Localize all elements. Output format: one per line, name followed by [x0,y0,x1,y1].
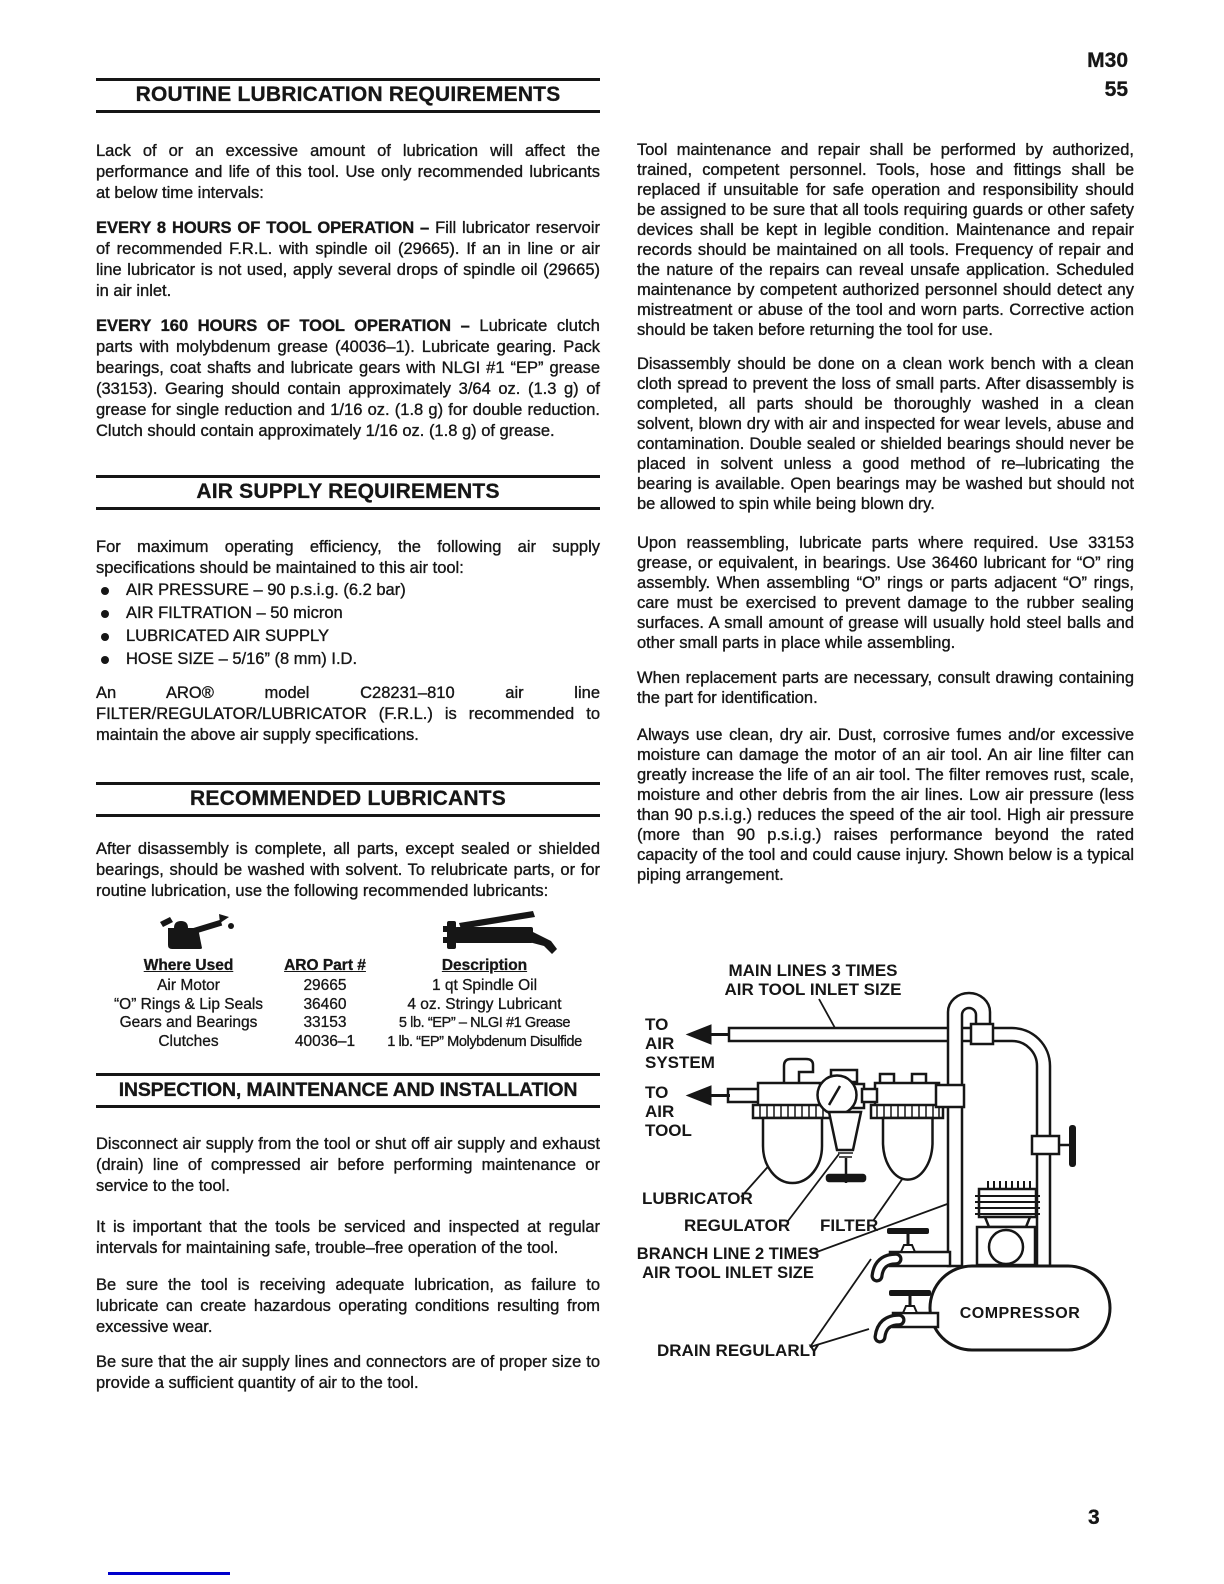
paragraph-clean-dry-air: Always use clean, dry air. Dust, corrosive fumes and/or excessive moisture can damage the motor of an air tool. An air line filter can greatly increase the life of an air tool. The filter removes rust, scale, moisture and other debris from the air lines. Low air pressure (less than 90 p.s.i.g.) reduces the speed of the air tool. High air pressure (more than 90 p.s.i.g.) raises performance beyond the rated capacity of the tool and could cause injury. Shown below is a typical piping arrangement. [637,726,1134,884]
table-header: Where Used [143,957,234,974]
filter-bowl [883,1118,933,1180]
table-cell: 40036–1 [294,1032,356,1050]
table-cell: Gears and Bearings [119,1014,258,1031]
section-title-recommended-lubricants: RECOMMENDED LUBRICANTS [96,782,600,817]
regulator-adjuster [829,1112,861,1150]
to-air-tool-arrow-icon [687,1086,711,1105]
paragraph-every-8-hours [96,218,600,302]
paragraph-lead: EVERY 160 HOURS OF TOOL OPERATION – [96,317,480,335]
paragraph-rest: Lubricate clutch parts with molybdenum grease (40036–1). Lubricate gearing. Pack bearings, coat shafts and lubricate gears with NLGI #1 “EP” grease (33153). Gearing should contain approximately 3/64 oz. (1.3 g) of grease for single reduction and 1/16 oz. (1.8 g) for double reduction. Clutch should contain approximately 1/16 oz. (1.8 g) of grease. [96,317,600,440]
table-cell: “O” Rings & Lip Seals [113,995,264,1013]
doc-code-number: 55 [1104,78,1128,101]
footer-line [108,1572,230,1575]
paragraph-every-160-hours [96,316,600,442]
oil-can-icon [158,908,238,950]
label-regulator: REGULATOR [684,1216,791,1235]
table-cell: 29665 [303,977,347,994]
regulator-t-handle [827,1175,865,1181]
branch-drain-valve [877,1228,950,1276]
label-to-air-tool-1: TO [645,1083,669,1102]
paragraph-disconnect: Disconnect air supply from the tool or shut off air supply and exhaust (drain) line of compressed air before performing maintenance or service to the tool. [96,1135,600,1195]
paragraph-important: It is important that the tools be serviced and inspected at regular intervals for maintaining safe, trouble–free operation of the tool. [96,1218,600,1257]
label-to-air-system-2: AIR [645,1034,675,1053]
table-cell: 33153 [303,1014,347,1031]
paragraph-reassembling: Upon reassembling, lubricate parts where required. Use 33153 grease, or equivalent, in bearings. Use 36460 lubricant for “O” ring assembly. When assembling “O” rings or parts adjacent “O” rings, care must be exercised to prevent damage to the rubber sealing surfaces. A small amount of grease will usually hold steel balls and other small parts in place while assembling. [637,534,1134,652]
label-to-air-system-3: SYSTEM [645,1053,715,1072]
table-header: ARO Part # [284,957,366,974]
label-branch-line-2: AIR TOOL INLET SIZE [642,1264,814,1282]
grease-gun-icon [443,908,561,958]
filter-collar [871,1105,943,1118]
bullet-icon [101,633,109,641]
list-item [96,602,600,625]
lubricant-icons-row [96,908,600,952]
label-branch-line-1: BRANCH LINE 2 TIMES [636,1245,820,1263]
list-item-text: AIR FILTRATION – 50 micron [126,604,343,622]
paragraph-after-disassembly: After disassembly is complete, all parts, except sealed or shielded bearings, should be washed with solvent. To relubricate parts, or for routine lubrication, use the following recommended lubricants: [96,840,600,900]
air-supply-spec-list [96,579,600,671]
paragraph-rest: Fill lubricator reservoir of recommended F.R.L. with spindle oil (29665). If an in line or air line lubricator is not used, apply several drops of spindle oil (29665) in air inlet. [96,219,600,300]
list-item [96,648,600,671]
frl-inlet-union [936,1085,964,1107]
list-item-text: HOSE SIZE – 5/16” (8 mm) I.D. [126,650,358,668]
section-title-air-supply: AIR SUPPLY REQUIREMENTS [96,475,600,510]
regulator-filter-connector [862,1089,877,1102]
doc-code-model: M30 [1087,49,1128,72]
label-filter: FILTER [820,1216,879,1235]
paragraph-lead: EVERY 8 HOURS OF TOOL OPERATION – [96,219,436,237]
lubricator-bowl [763,1118,822,1183]
label-main-lines-2: AIR TOOL INLET SIZE [724,980,902,999]
table-cell: 36460 [303,995,347,1013]
paragraph-for-maximum: For maximum operating efficiency, the following air supply specifications should be maintained to this air tool: [96,538,600,577]
paragraph-tool-maintenance: Tool maintenance and repair shall be performed by authorized, trained, competent personnel. Tools, hose and fittings shall be replaced if unsuitable for safe operation and responsibility should be assigned to be sure that all tools requiring guards or other safety devices shall be kept in legible condition. Maintenance and repair records should be maintained on all tools. Frequency of repair and the nature of the repairs can reveal unsafe application. Scheduled maintenance by competent authorized personnel should detect any mistreatment or abuse of the tool and worn parts. Corrective action should be taken before returning the tool for use. [637,141,1134,339]
lubricants-table [96,956,600,1051]
list-item-text: LUBRICATED AIR SUPPLY [126,627,329,645]
table-cell: 1 lb. “EP” Molybdenum Disulfide [387,1033,582,1050]
label-to-air-tool-2: AIR [645,1102,675,1121]
label-drain-regularly: DRAIN REGULARLY [657,1341,820,1360]
section-title-inspection: INSPECTION, MAINTENANCE AND INSTALLATION [96,1073,600,1108]
list-item [96,579,600,602]
table-header: Description [441,957,528,974]
lubricator-collar [753,1105,830,1118]
list-item [96,625,600,648]
page-number: 3 [1088,1506,1100,1529]
right-column [637,140,1134,885]
to-air-system-arrow-icon [687,1025,711,1044]
table-cell: Air Motor [157,977,220,994]
paragraph-adequate-lubrication: Be sure the tool is receiving adequate lubrication, as failure to lubricate can create hazardous operating conditions resulting from excessive wear. [96,1276,600,1336]
label-compressor: COMPRESSOR [959,1305,1081,1322]
tank-drain-valve [880,1290,938,1337]
table-cell: Clutches [158,1032,219,1050]
paragraph-proper-size: Be sure that the air supply lines and connectors are of proper size to provide a sufficient quantity of air to the tool. [96,1353,600,1392]
paragraph-replacement-parts: When replacement parts are necessary, consult drawing containing the part for identification. [637,669,1134,707]
pipe-fitting [971,1024,993,1044]
label-to-air-tool-3: TOOL [645,1121,692,1140]
bullet-icon [101,656,109,664]
left-column [96,78,600,1394]
section-title-routine-lubrication: ROUTINE LUBRICATION REQUIREMENTS [96,78,600,113]
label-lubricator: LUBRICATOR [642,1189,753,1208]
list-item-text: AIR PRESSURE – 90 p.s.i.g. (6.2 bar) [126,581,406,599]
compressor-head [975,1181,1040,1265]
adjuster-ribs [838,1153,853,1157]
doc-code [1050,46,1128,104]
table-cell: 4 oz. Stringy Lubricant [407,995,562,1013]
frl-unit [728,1059,964,1183]
paragraph-disassembly: Disassembly should be done on a clean work bench with a clean cloth spread to prevent the loss of small parts. After disassembly is completed, all parts should be thoroughly washed in a clean solvent, blown dry with air and inspected for wear levels, abuse and contamination. Double sealed or shielded bearings should never be placed in solvent unless a good method of re–lubricating the bearing is available. Open bearings may be washed but should not be allowed to spin while being blown dry. [637,355,1134,513]
bullet-icon [101,610,109,618]
valve-handle [1069,1125,1076,1167]
paragraph-aro-model: An ARO® model C28231–810 air line FILTER/REGULATOR/LUBRICATOR (F.R.L.) is recommended to maintain the above air supply specifications. [96,684,600,744]
piping-diagram [630,948,1170,1368]
label-to-air-system-1: TO [645,1015,669,1034]
table-cell: 5 lb. “EP” – NLGI #1 Grease [398,1015,571,1031]
bullet-icon [101,587,109,595]
paragraph-lack-of-lubrication: Lack of or an excessive amount of lubrication will affect the performance and life of this tool. Use only recommended lubricants at below time intervals: [96,142,600,202]
label-main-lines-1: MAIN LINES 3 TIMES [728,961,898,980]
regulator-gauge [818,1076,857,1115]
table-cell: 1 qt Spindle Oil [431,977,538,994]
